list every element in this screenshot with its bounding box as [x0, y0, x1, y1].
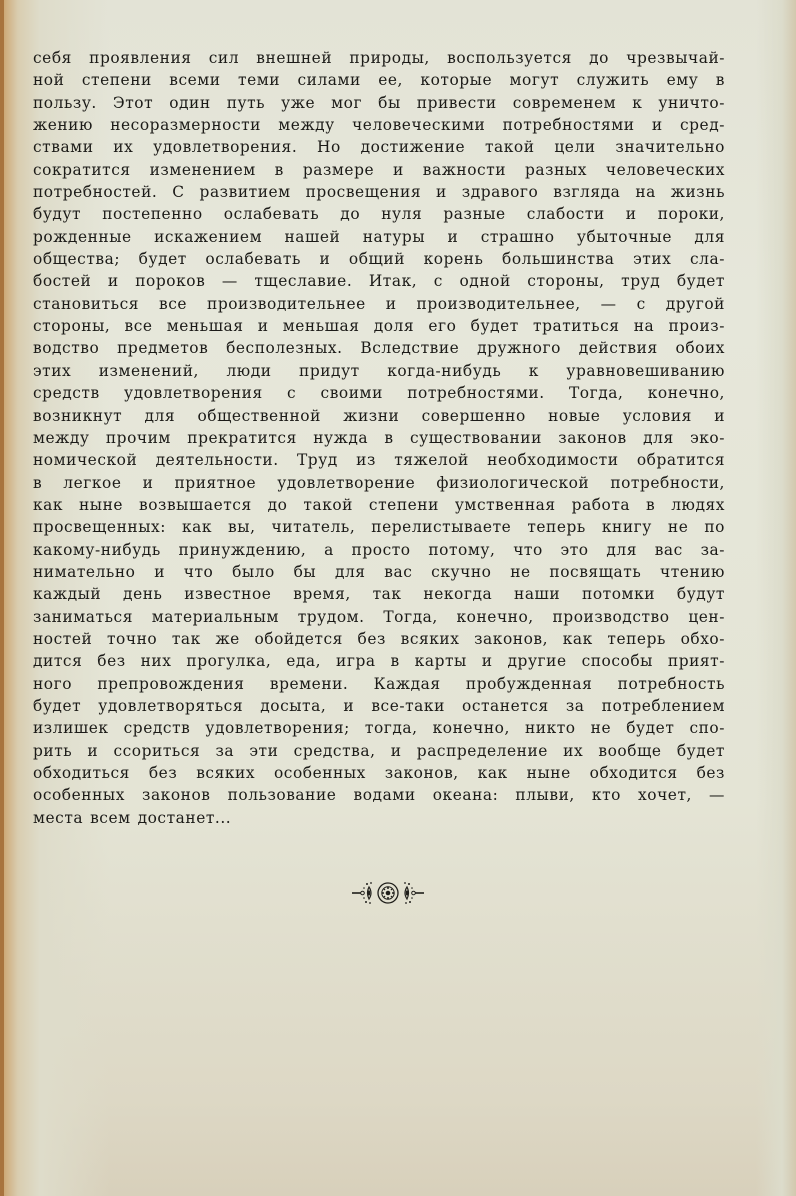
text-line: как ныне возвышается до такой степени умственная работа в людях [33, 495, 725, 514]
text-line: рить и ссориться за эти средства, и распределение их вообще будет [33, 741, 725, 760]
text-line: средств удовлетворения с своими потребностями. Тогда, конечно, [33, 384, 725, 403]
text-line: себя проявления сил внешней природы, воспользуется до чрезвычай- [33, 49, 725, 67]
text-line: ного препровождения времени. Каждая пробужденная потребность [33, 674, 725, 693]
text-line: в легкое и приятное удовлетворение физиологической потребности, [33, 473, 725, 492]
text-line: общества; будет ослабевать и общий корень большинства этих сла- [33, 250, 725, 269]
text-line: сократится изменением в размере и важности разных человеческих [33, 160, 725, 179]
text-line: пользу. Этот один путь уже мог бы привести современем к уничто- [33, 93, 725, 112]
text-line: между прочим прекратится нужда в существовании законов для эко- [33, 428, 725, 447]
text-line: ностей точно так же обойдется без всяких законов, как теперь обхо- [33, 629, 725, 648]
text-line: обходиться без всяких особенных законов, как ныне обходится без [33, 764, 725, 782]
text-line: ствами их удовлетворения. Но достижение такой цели значительно [33, 138, 725, 157]
text-line: какому-нибудь принуждению, а просто потому, что это для вас за- [33, 540, 725, 559]
text-line: потребностей. С развитием просвещения и здравого взгляда на жизнь [33, 183, 725, 202]
text-line: будет удовлетворяться досыта, и все-таки останется за потреблением [33, 696, 725, 715]
text-line: становиться все производительнее и производительнее, — с другой [33, 294, 725, 313]
text-line: нимательно и что было бы для вас скучно не посвящать чтению [33, 562, 725, 581]
body-text [33, 47, 725, 829]
text-line: рожденные искажением нашей натуры и страшно убыточные для [33, 227, 725, 246]
text-line: каждый день известное время, так некогда наши потомки будут [33, 585, 725, 604]
text-line: будут постепенно ослабевать до нуля разные слабости и пороки, [33, 205, 725, 224]
text-line: возникнут для общественной жизни совершенно новые условия и [33, 406, 725, 425]
text-line: дится без них прогулка, еда, игра в карты и другие способы прият- [33, 652, 725, 671]
text-line: жению несоразмерности между человеческими потребностями и сред- [33, 116, 725, 135]
page-edge-shadow [0, 0, 4, 1196]
floral-vignette-icon [351, 880, 425, 906]
text-line: просвещенных: как вы, читатель, перелистываете теперь книгу не по [33, 518, 725, 537]
text-line: особенных законов пользование водами океана: плыви, кто хочет, — [33, 786, 725, 805]
text-line: бостей и пороков — тщеславие. Итак, с одной стороны, труд будет [33, 272, 725, 291]
text-line: ной степени всеми теми силами ее, которые могут служить ему в [33, 71, 725, 90]
text-line: номической деятельности. Труд из тяжелой необходимости обратится [33, 451, 725, 470]
text-line: стороны, все меньшая и меньшая доля его будет тратиться на произ- [33, 317, 725, 336]
text-line: излишек средств удовлетворения; тогда, конечно, никто не будет спо- [33, 719, 725, 738]
text-line: водство предметов бесполезных. Вследствие дружного действия обоих [33, 339, 725, 358]
text-line: этих изменений, люди придут когда-нибудь к уравновешиванию [33, 361, 725, 380]
text-line: заниматься материальным трудом. Тогда, конечно, производство цен- [33, 607, 725, 626]
text-line-final: места всем достанет... [33, 808, 232, 827]
